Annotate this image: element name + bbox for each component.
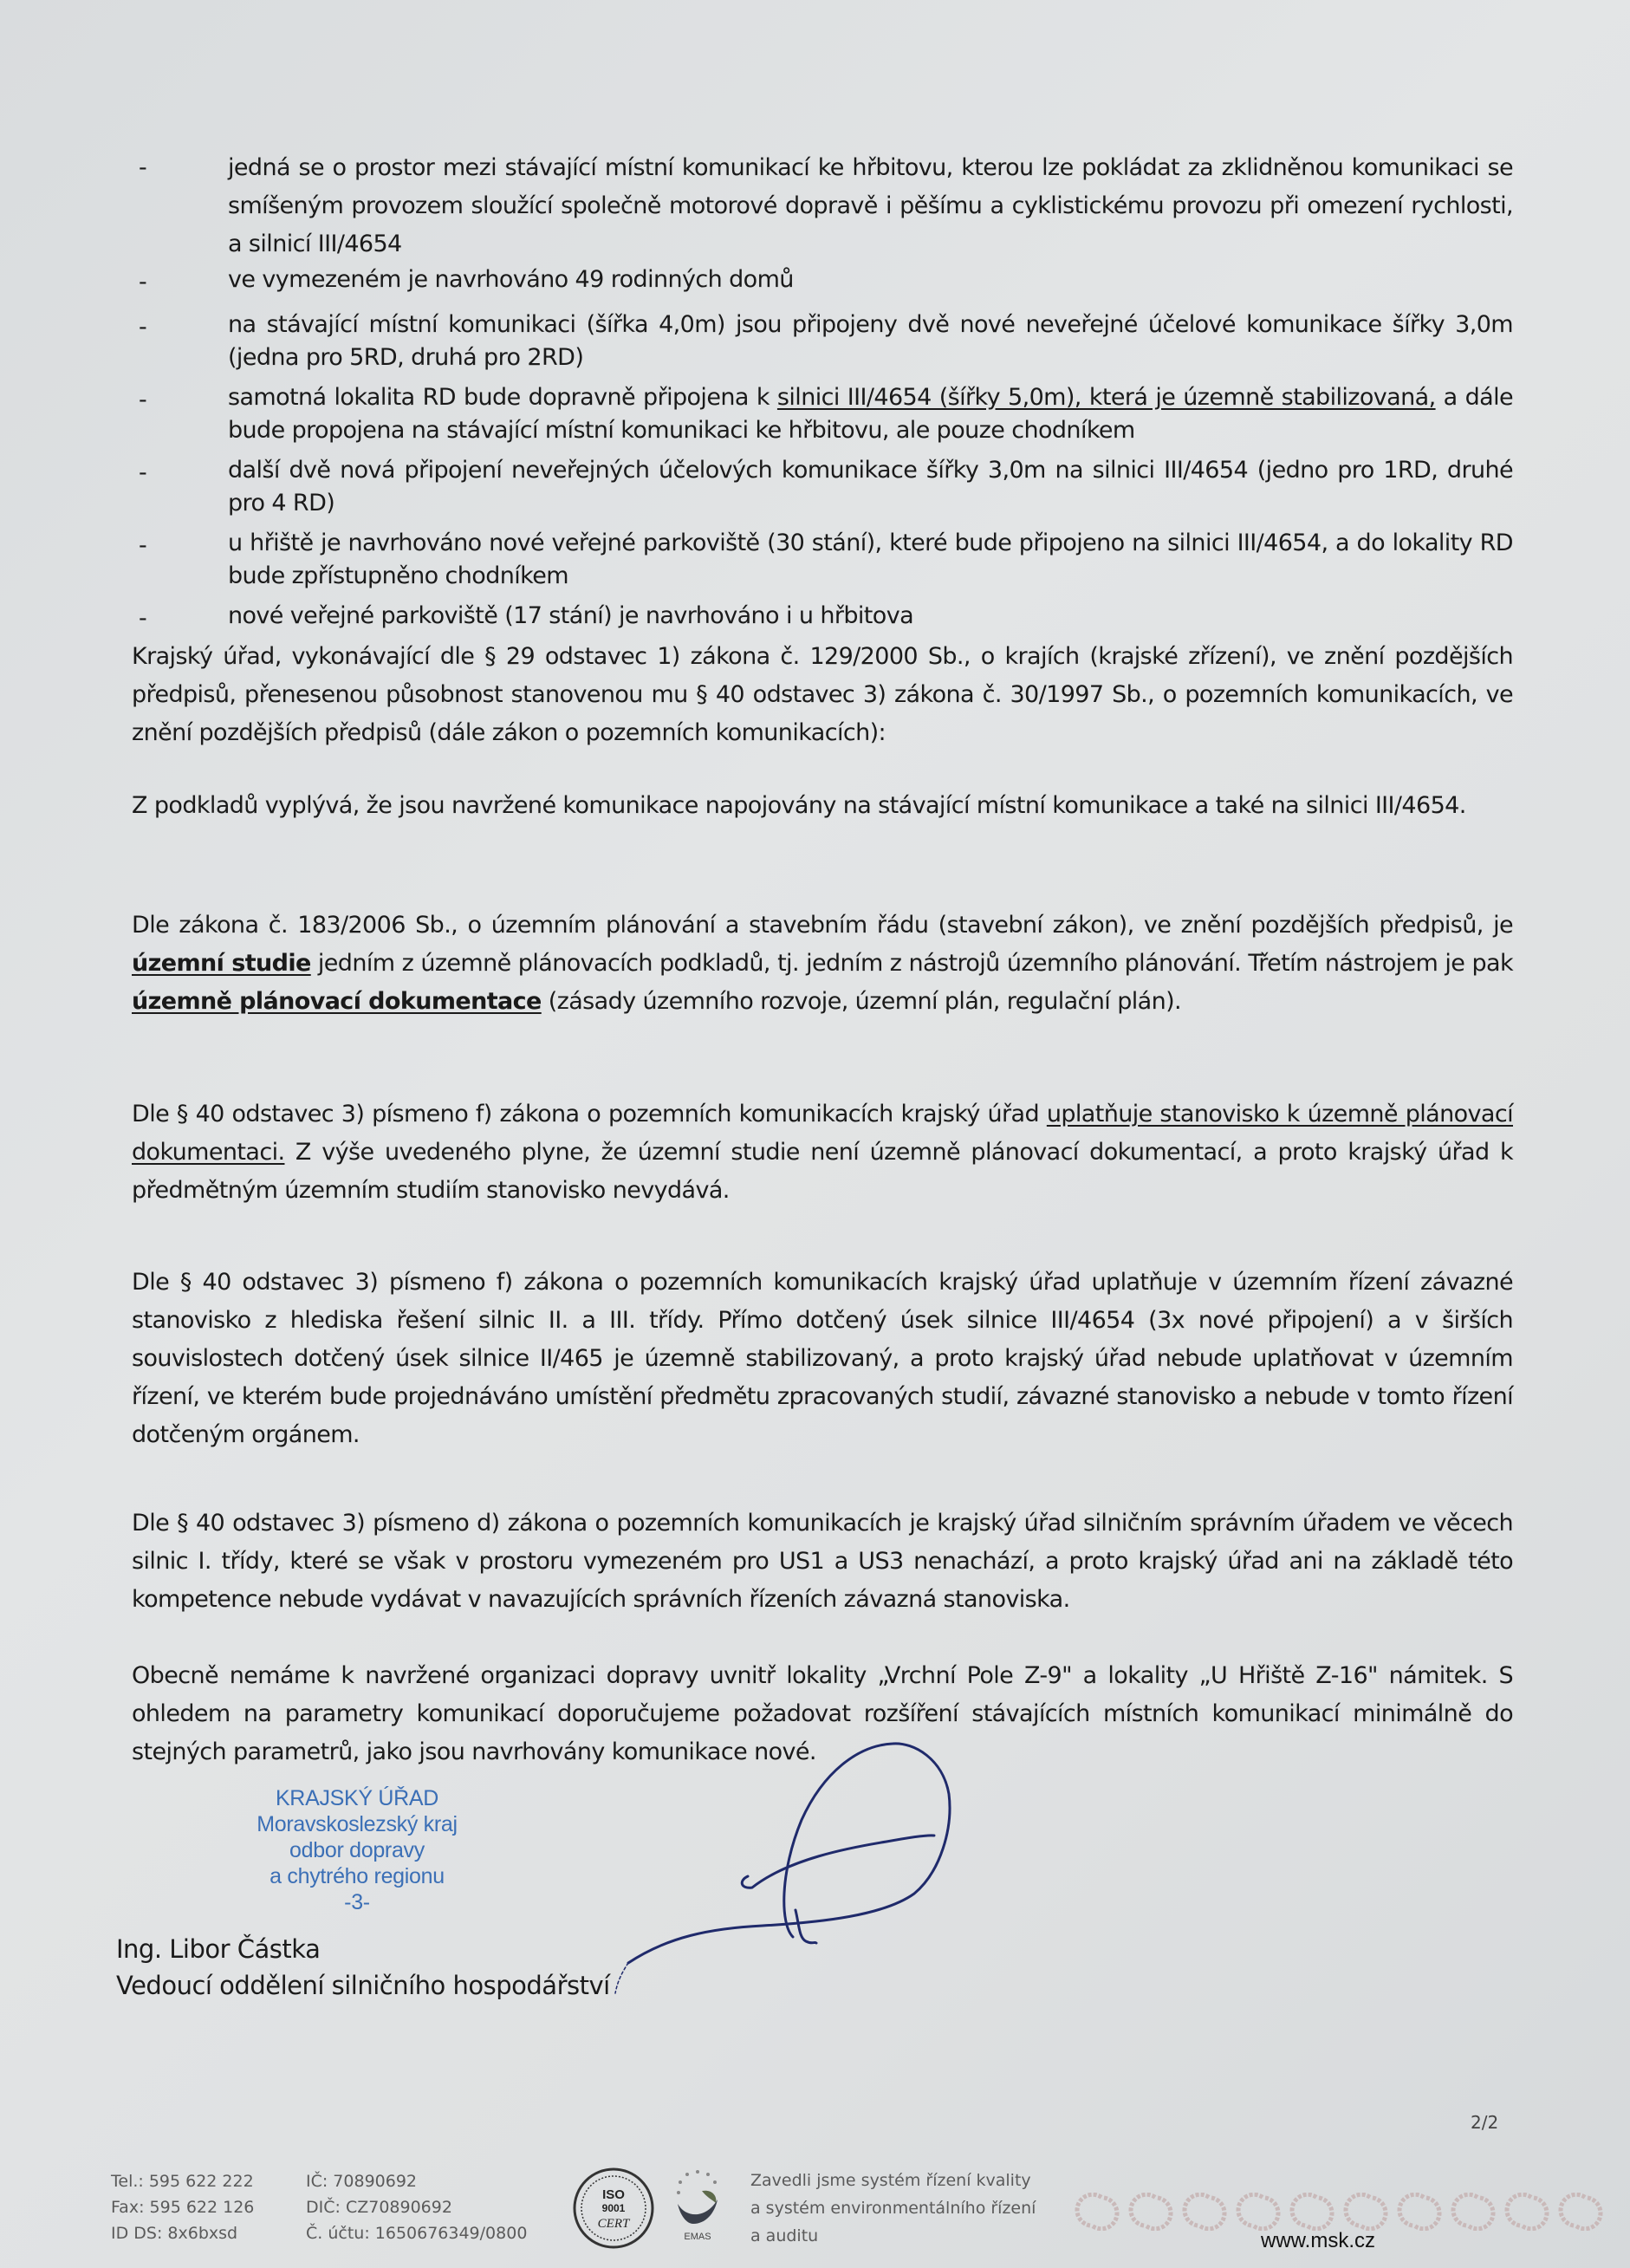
stamp-line: KRAJSKÝ ÚŘAD bbox=[275, 1786, 439, 1810]
bullet-marker: - bbox=[139, 532, 147, 559]
fax-number: Fax: 595 622 126 bbox=[111, 2198, 255, 2217]
paragraph-section-40d: Dle § 40 odstavec 3) písmeno d) zákona o pozemních komunikacích je krajský úřad silničním správním úřadem ve věcech silnic I. třídy, které se však v prostoru vymezeném pro US1 a US3 nenachází, a proto krajský úřad ani na základě této kompetence nebude vydávat v navazujících správních řízeních závazná stanoviska. bbox=[132, 1510, 1513, 1613]
certification-line: a systém environmentálního řízení bbox=[750, 2199, 1036, 2218]
swirl-mark bbox=[1292, 2194, 1317, 2226]
data-box-id: ID DS: 8x6bxsd bbox=[111, 2224, 238, 2243]
paragraph-findings: Z podkladů vyplývá, že jsou navržené komunikace napojovány na stávající místní komunikace a také na silnici III/4654. bbox=[132, 792, 1466, 819]
swirl-mark bbox=[1414, 2198, 1439, 2229]
underlined-text: silnici III/4654 (šířky 5,0m), která je územně stabilizovaná, bbox=[776, 384, 1436, 411]
swirl-mark bbox=[1561, 2194, 1586, 2226]
swirl-mark bbox=[1185, 2194, 1210, 2226]
page-number: 2/2 bbox=[1471, 2112, 1499, 2133]
stamp-line: -3- bbox=[344, 1890, 370, 1914]
text-run: jedním z územně plánovacích podkladů, tj. jedním z nástrojů územního plánování. Třetím nástrojem je pak bbox=[310, 950, 1513, 977]
bullet-marker: - bbox=[139, 605, 147, 632]
paragraph-section-40f-opinion bbox=[132, 1095, 1513, 1210]
paragraph-building-act bbox=[132, 907, 1513, 1021]
swirl-mark bbox=[1199, 2198, 1224, 2229]
bullet-marker: - bbox=[139, 387, 147, 413]
text-run: a dále bude propojena na stávající místní komunikaci ke hřbitovu, ale pouze chodníkem bbox=[228, 384, 1513, 444]
swirl-mark bbox=[1077, 2194, 1102, 2226]
contact-column bbox=[111, 2168, 254, 2246]
iso-logo-text: 9001 bbox=[601, 2202, 626, 2214]
emphasis-territorial-study: územní studie bbox=[132, 950, 311, 977]
registration-column bbox=[306, 2168, 527, 2246]
decorative-swirl-pattern bbox=[1071, 2193, 1617, 2231]
handwritten-signature bbox=[607, 1733, 988, 2011]
list-item bbox=[130, 600, 1513, 638]
bullet-list bbox=[130, 149, 1513, 645]
iso-logo-text: ISO bbox=[602, 2187, 625, 2202]
iso-9001-logo bbox=[572, 2167, 655, 2250]
text-run: samotná lokalita RD bude dopravně připojena k bbox=[228, 384, 777, 411]
list-item-text: ve vymezeném je navrhováno 49 rodinných domů bbox=[228, 266, 794, 293]
list-item-text: jedná se o prostor mezi stávající místní komunikací ke hřbitovu, kterou lze pokládat za zklidněnou komunikaci se smíšeným provozem sloužící společně motorové dopravě i pěšímu a cyklistickému provozu při omezení rychlosti, a silnicí III/4654 bbox=[228, 154, 1513, 257]
emas-logo bbox=[667, 2165, 728, 2260]
certification-line: a auditu bbox=[750, 2226, 819, 2245]
swirl-mark bbox=[1307, 2198, 1332, 2229]
swirl-mark bbox=[1238, 2194, 1263, 2226]
swirl-mark bbox=[1453, 2194, 1478, 2226]
certification-note bbox=[750, 2167, 1036, 2250]
paragraph-conclusion: Obecně nemáme k navržené organizaci dopravy uvnitř lokality „Vrchní Pole Z-9" a lokality „U Hřiště Z-16" námitek. S ohledem na parametry komunikací doporučujeme požadovat rozšíření stávajících místních komunikací minimálně do stejných parametrů, jako jsou navrhovány komunikace nové. bbox=[132, 1662, 1513, 1765]
phone-number: Tel.: 595 622 222 bbox=[111, 2172, 254, 2191]
signer-title: Vedoucí oddělení silničního hospodářství bbox=[116, 1971, 610, 2000]
swirl-mark bbox=[1346, 2194, 1371, 2226]
vat-id: DIČ: CZ70890692 bbox=[306, 2198, 452, 2217]
list-item-text: na stávající místní komunikaci (šířka 4,0m) jsou připojeny dvě nové neveřejné účelové komunikace šířky 3,0m (jedna pro 5RD, druhá pro 2RD) bbox=[228, 311, 1513, 371]
list-item-text bbox=[228, 381, 1513, 447]
signer-name: Ing. Libor Částka bbox=[116, 1934, 321, 1964]
emas-logo-text: EMAS bbox=[684, 2232, 711, 2242]
iso-logo-text: CERT bbox=[597, 2217, 630, 2231]
swirl-mark bbox=[1522, 2198, 1547, 2229]
list-item-text: u hřiště je navrhováno nové veřejné parkoviště (30 stání), které bude připojeno na silnici III/4654, a do lokality RD bude zpřístupněno chodníkem bbox=[228, 530, 1513, 589]
swirl-mark bbox=[1253, 2198, 1278, 2229]
swirl-mark bbox=[1131, 2194, 1156, 2226]
list-item bbox=[130, 454, 1513, 520]
company-id: IČ: 70890692 bbox=[306, 2172, 418, 2191]
underlined-text: uplatňuje stanovisko k územně plánovací dokumentaci. bbox=[132, 1101, 1513, 1166]
text-run: Dle § 40 odstavec 3) písmeno f) zákona o pozemních komunikacích krajský úřad bbox=[132, 1101, 1047, 1128]
stamp-line: odbor dopravy bbox=[289, 1838, 425, 1862]
emphasis-planning-documentation: územně plánovací dokumentace bbox=[132, 988, 542, 1015]
signer-block bbox=[116, 1931, 610, 2004]
certification-line: Zavedli jsme systém řízení kvality bbox=[750, 2171, 1031, 2190]
bank-account: Č. účtu: 1650676349/0800 bbox=[306, 2224, 528, 2243]
swirl-mark bbox=[1146, 2198, 1171, 2229]
list-item-text: další dvě nová připojení neveřejných účelových komunikace šířky 3,0m na silnici III/4654 (jedno pro 1RD, druhé pro 4 RD) bbox=[228, 457, 1513, 517]
office-stamp bbox=[236, 1785, 478, 1915]
website-link[interactable]: www.msk.cz bbox=[1261, 2229, 1375, 2252]
text-run: (zásady územního rozvoje, územní plán, regulační plán). bbox=[541, 988, 1182, 1015]
swirl-mark bbox=[1468, 2198, 1493, 2229]
list-item-text: nové veřejné parkoviště (17 stání) je navrhováno i u hřbitova bbox=[228, 602, 914, 629]
list-item bbox=[130, 381, 1513, 447]
text-run: Z výše uvedeného plyne, že územní studie není územně plánovací dokumentací, a proto krajský úřad k předmětným územním studiím stanovisko nevydává. bbox=[132, 1139, 1513, 1204]
text-run: Dle zákona č. 183/2006 Sb., o územním plánování a stavebním řádu (stavební zákon), ve znění pozdějších předpisů, je bbox=[132, 912, 1513, 939]
swirl-mark bbox=[1399, 2194, 1425, 2226]
list-item bbox=[130, 149, 1513, 263]
list-item bbox=[130, 527, 1513, 593]
list-item bbox=[130, 263, 1513, 302]
swirl-mark bbox=[1575, 2198, 1601, 2229]
swirl-mark bbox=[1507, 2194, 1532, 2226]
paragraph-authority: Krajský úřad, vykonávající dle § 29 odstavec 1) zákona č. 129/2000 Sb., o krajích (krajské zřízení), ve znění pozdějších předpisů, přenesenou působnost stanovenou mu § 40 odstavec 3) zákona č. 30/1997 Sb., o pozemních komunikacích, ve znění pozdějších předpisů (dále zákon o pozemních komunikacích): bbox=[132, 643, 1513, 746]
paragraph-section-40f-proceedings: Dle § 40 odstavec 3) písmeno f) zákona o pozemních komunikacích krajský úřad uplatňuje v územním řízení závazné stanovisko z hlediska řešení silnic II. a III. třídy. Přímo dotčený úsek silnice III/4654 (3x nové připojení) a v širších souvislostech dotčený úsek silnice II/465 je územně stabilizovaný, a proto krajský úřad nebude uplatňovat v územním řízení, ve kterém bude projednáváno umístění předmětu zpracovaných studií, závazné stanovisko a nebude v tomto řízení dotčeným orgánem. bbox=[132, 1269, 1513, 1448]
bullet-marker: - bbox=[139, 314, 147, 341]
stamp-line: a chytrého regionu bbox=[270, 1864, 445, 1888]
stamp-line: Moravskoslezský kraj bbox=[257, 1812, 458, 1836]
bullet-marker: - bbox=[139, 269, 147, 296]
bullet-marker: - bbox=[139, 154, 147, 181]
list-item bbox=[130, 309, 1513, 374]
swirl-mark bbox=[1360, 2198, 1386, 2229]
bullet-marker: - bbox=[139, 459, 147, 486]
swirl-mark bbox=[1092, 2198, 1117, 2229]
